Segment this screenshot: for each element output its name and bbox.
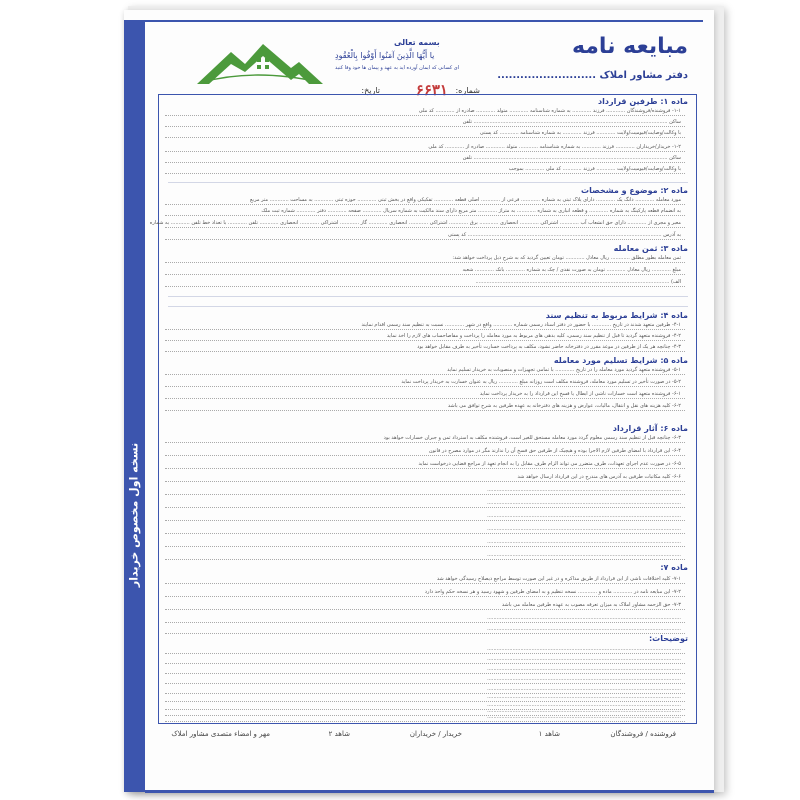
bottom-rule bbox=[145, 790, 714, 793]
notes-line[interactable]: .......................................................................................................................... bbox=[165, 716, 685, 722]
section-effects: ماده ۶: آثار قرارداد bbox=[612, 424, 688, 433]
section-price: ماده ۳: ثمن معامله bbox=[613, 244, 688, 253]
page-title: مبایعه نامه bbox=[571, 34, 688, 59]
seller-signature: فروشنده / فروشندگان bbox=[610, 730, 676, 738]
form-row[interactable]: با وکالت/وصایت/قیومیت/ولایت ............ فرزند ............ کد ملی ............ بموجب bbox=[165, 168, 685, 174]
form-row[interactable]: .......................................................................................................................... bbox=[165, 502, 685, 508]
form-row[interactable]: .......................................................................................................................... bbox=[165, 541, 685, 547]
form-row[interactable]: .......................................................................................................................... bbox=[165, 628, 685, 634]
form-row[interactable]: ۶-۱- فروشنده متعهد است خسارات ناشی از ابطال یا فسخ این قرارداد را به خریدار پرداخت نماید bbox=[165, 393, 685, 399]
form-row[interactable]: ۶-۶- کلیه مکاتبات طرفین به آدرس های مندرج در این قرارداد ارسال خواهد شد bbox=[165, 476, 685, 482]
form-row[interactable]: ۶-۲- کلیه هزینه های نقل و انتقال، مالیات، عوارض و هزینه های دفترخانه به عهده طرفین به شرح توافق می باشد bbox=[165, 405, 685, 411]
top-rule bbox=[145, 20, 703, 22]
form-row[interactable]: ثمن معامله بطور مطلق ............ ریال معادل ............ تومان تعیین گردید که به شرح ذیل پرداخت خواهد شد: bbox=[165, 257, 685, 263]
form-row[interactable]: ۱-۲- خریدار/خریداران ............ فرزند ............ به شماره شناسنامه ............ متولد ............ صادره از ............ کد ملی bbox=[165, 146, 685, 152]
serial-number: ۶۶۳۱ bbox=[415, 81, 448, 99]
bismillah: بسمه تعالی bbox=[394, 38, 440, 47]
form-row[interactable]: مبلغ ............ ریال معادل ............ تومان به صورت نقدی / چک به شماره ............ بانک ............ شعبه bbox=[165, 269, 685, 275]
section-delivery: ماده ۵: شرایط تسلیم مورد معامله bbox=[553, 356, 688, 365]
form-row[interactable]: ۵-۲- در صورت تأخیر در تسلیم مورد معامله، فروشنده مکلف است روزانه مبلغ ............ ریال به عنوان خسارت به خریدار پرداخت نماید bbox=[165, 381, 685, 387]
form-row[interactable]: ۴-۳- چنانچه هر یک از طرفین در موعد مقرر در دفترخانه حاضر نشود، مکلف به پرداخت خسارت تأخیر به طرف مقابل خواهد بود bbox=[165, 346, 685, 352]
form-row[interactable]: ۷-۲- این مبایعه نامه در ............ ماده و ............ نسخه تنظیم و به امضای طرفین و شهود رسید و هر نسخه حکم واحد دارد bbox=[165, 591, 685, 597]
ayah: یا أَیُّهَا الَّذِینَ آمَنُوا أَوْفُوا بِالْعُقُودِ bbox=[335, 51, 435, 60]
notes-line[interactable]: .......................................................................................................................... bbox=[165, 704, 685, 710]
side-band-text: نسخه اول مخصوص خریدار bbox=[127, 442, 141, 588]
section-parties: ماده ۱: طرفین قرارداد bbox=[598, 97, 688, 106]
form-row[interactable]: ۶-۵- در صورت عدم اجرای تعهدات، طرف متضرر می تواند الزام طرف مقابل را به انجام تعهد از مراجع قضایی درخواست نماید bbox=[165, 463, 685, 469]
divider bbox=[168, 306, 688, 307]
divider bbox=[168, 182, 688, 183]
notes-line[interactable]: .......................................................................................................................... bbox=[165, 678, 685, 684]
form-row[interactable]: به انضمام قطعه پارکینگ به شماره ............ و قطعه انباری به شماره ............ به متراژ ............ متر مربع دارای سند مالکیت به شماره سریال ............ صفحه ............ دفتر ............ شماره ثبت ملک bbox=[165, 210, 685, 216]
section-notes: توضیحات: bbox=[648, 634, 688, 643]
divider bbox=[168, 296, 688, 297]
form-row[interactable]: ۶-۴- این قرارداد با امضای طرفین لازم الاجرا بوده و هیچیک از طرفین حق فسخ آن را ندارند مگر در موارد مصرح در قانون bbox=[165, 450, 685, 456]
number-label: شماره: bbox=[455, 86, 480, 95]
form-row[interactable]: ۱-۱- فروشنده/فروشندگان ............ فرزند ............ به شماره شناسنامه ............ متولد ............ صادره از ............ کد ملی bbox=[165, 110, 685, 116]
witness2-signature: شاهد ۲ bbox=[328, 730, 350, 738]
house-logo-icon bbox=[195, 38, 325, 86]
form-row[interactable]: .......................................................................................................................... bbox=[165, 554, 685, 560]
notes-line[interactable]: .......................................................................................................................... bbox=[165, 710, 685, 716]
office-label: دفتر مشاور املاک .......................... bbox=[497, 70, 688, 81]
section-subject: ماده ۲: موضوع و مشخصات bbox=[581, 186, 688, 195]
form-row[interactable]: ۵-۱- فروشنده متعهد گردید مورد معامله را در تاریخ ............ با تمامی تجهیزات و منصوبات به خریدار تسلیم نماید bbox=[165, 369, 685, 375]
buyer-signature: خریدار / خریداران bbox=[409, 730, 462, 738]
notes-line[interactable]: .......................................................................................................................... bbox=[165, 658, 685, 664]
form-row[interactable]: .......................................................................................................................... bbox=[165, 515, 685, 521]
date-label: تاریخ: bbox=[361, 86, 380, 95]
notes-line[interactable]: .......................................................................................................................... bbox=[165, 688, 685, 694]
form-row[interactable]: مورد معامله ............ دانگ یک ............ دارای پلاک ثبتی به شماره ............ فرعی از ............ اصلی قطعه ............ تفکیکی واقع در بخش ثبتی ............ حوزه ثبتی ............ به مساحت ............ متر مربع bbox=[165, 199, 685, 205]
notes-line[interactable]: .......................................................................................................................... bbox=[165, 668, 685, 674]
form-row[interactable]: ساکن .......................................................................................................................... تلفن bbox=[165, 157, 685, 163]
signature-row bbox=[160, 730, 690, 744]
form-row[interactable]: .......................................................................................................................... bbox=[165, 528, 685, 534]
form-row[interactable]: ۴-۲- فروشنده متعهد گردید تا قبل از تنظیم سند رسمی، کلیه بدهی های مربوط به مورد معامله را پرداخت و مفاصاحساب های لازم را اخذ نماید bbox=[165, 335, 685, 341]
form-row[interactable]: ساکن .......................................................................................................................... تلفن bbox=[165, 121, 685, 127]
form-row[interactable]: ۶-۳- چنانچه قبل از تنظیم سند رسمی معلوم گردد مورد معامله مستحق للغیر است، فروشنده مکلف به استرداد ثمن و جبران خسارات خواهد بود bbox=[165, 437, 685, 443]
section-seven: ماده ۷: bbox=[660, 563, 688, 572]
form-row[interactable]: به آدرس .......................................................................................................................... کد پستی bbox=[165, 234, 685, 240]
form-row[interactable]: ۷-۱- کلیه اختلافات ناشی از این قرارداد از طریق مذاکره و در غیر این صورت توسط مراجع ذیصلاح رسیدگی خواهد شد bbox=[165, 578, 685, 584]
form-row[interactable]: معبر و مجری از ............ دارای حق انشعاب آب ............ اشتراکی ............ انحصاری ............ برق ............ اشتراکی ............ انحصاری ............ گاز ............ اشتراکی ............ انحصاری ............ تلفن ............ با تعداد خط تلفن ............ به شماره bbox=[165, 222, 685, 228]
witness1-signature: شاهد ۱ bbox=[538, 730, 560, 738]
notes-line[interactable]: .......................................................................................................................... bbox=[165, 648, 685, 654]
section-deed-terms: ماده ۴: شرایط مربوط به تنظیم سند bbox=[545, 311, 688, 320]
agent-signature: مهر و امضاء متصدی مشاور املاک bbox=[171, 730, 270, 738]
form-row[interactable]: .......................................................................................................................... bbox=[165, 489, 685, 495]
form-row[interactable]: با وکالت/وصایت/قیومیت/ولایت ............ فرزند ............ به شماره شناسنامه ............ کد پستی bbox=[165, 132, 685, 138]
form-row[interactable]: .......................................................................................................................... bbox=[165, 617, 685, 623]
form-row[interactable]: الف) .......................................................................................................................... bbox=[165, 281, 685, 287]
form-row[interactable]: ۷-۳- حق الزحمه مشاور املاک به میزان تعرفه مصوب به عهده طرفین معامله می باشد bbox=[165, 604, 685, 610]
form-row[interactable]: ۴-۱- طرفین متعهد شدند در تاریخ ............ با حضور در دفتر اسناد رسمی شماره ............ واقع در شهر ............ نسبت به تنظیم سند رسمی اقدام نمایند bbox=[165, 324, 685, 330]
notes-line[interactable]: .......................................................................................................................... bbox=[165, 696, 685, 702]
side-band bbox=[124, 20, 145, 792]
ayah-translation: ای کسانی که ایمان آورده اید به عهد و پیمان ها خود وفا کنید bbox=[335, 65, 460, 71]
